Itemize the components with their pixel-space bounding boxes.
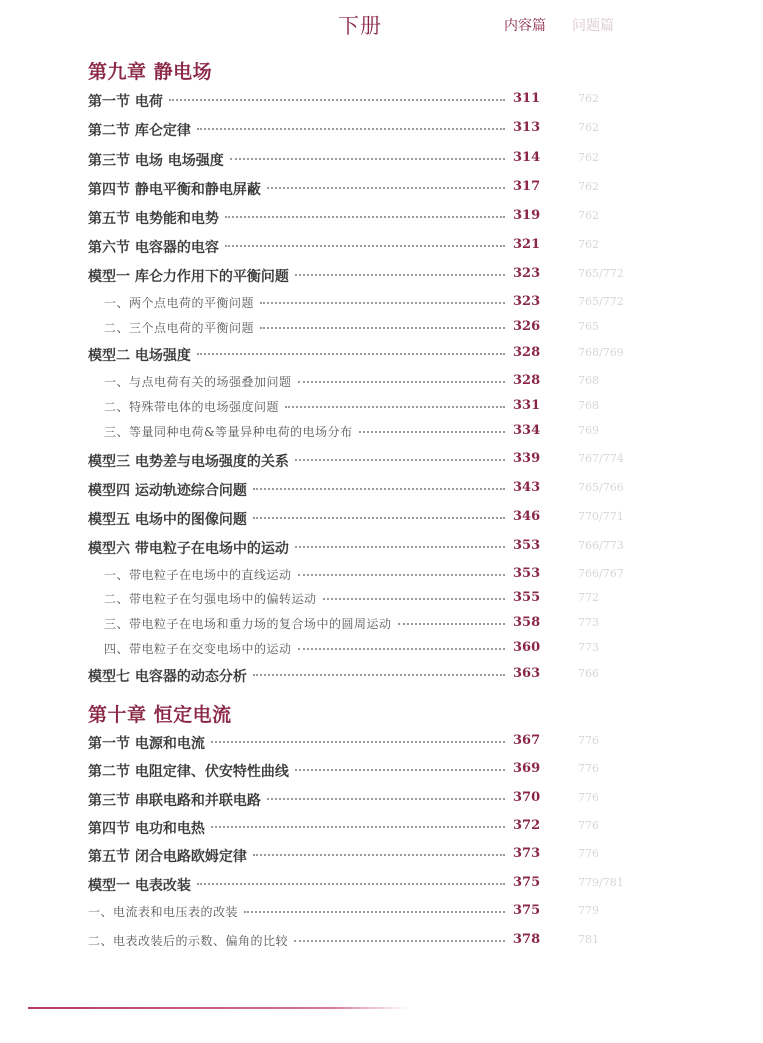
- toc-entry[interactable]: [88, 932, 623, 954]
- dot-leader: [285, 406, 505, 408]
- dot-leader: [267, 798, 505, 800]
- toc-entry-title: 第一节 电源和电流: [88, 736, 205, 752]
- toc-page-number[interactable]: 314: [513, 150, 541, 165]
- toc-entry[interactable]: [88, 266, 623, 288]
- dot-leader: [169, 99, 505, 101]
- dot-leader: [230, 158, 505, 160]
- toc-question-page-number[interactable]: 762: [578, 209, 599, 222]
- toc-entry-title: 第二节 电阻定律、伏安特性曲线: [88, 764, 289, 780]
- dot-leader: [260, 302, 505, 304]
- toc-question-page-number[interactable]: 770/771: [578, 510, 624, 523]
- toc-question-page-number[interactable]: 767/774: [578, 452, 624, 465]
- toc-entry[interactable]: [88, 846, 623, 868]
- toc-entry[interactable]: [88, 237, 623, 259]
- toc-entry[interactable]: [88, 208, 623, 230]
- toc-page-number[interactable]: 323: [513, 294, 541, 309]
- dot-leader: [197, 353, 505, 355]
- toc-page-number[interactable]: 375: [513, 903, 541, 918]
- toc-page-number[interactable]: 334: [513, 423, 541, 438]
- toc-entry-title: 第三节 串联电路和并联电路: [88, 793, 261, 809]
- toc-entry-title: 模型七 电容器的动态分析: [88, 669, 247, 685]
- toc-entry-title: 模型二 电场强度: [88, 348, 191, 364]
- chapter-title[interactable]: 第十章 恒定电流: [88, 704, 232, 726]
- toc-question-page-number[interactable]: 776: [578, 791, 599, 804]
- toc-entry[interactable]: [88, 373, 623, 395]
- toc-page-number[interactable]: 373: [513, 846, 541, 861]
- toc-question-page-number[interactable]: 781: [578, 933, 599, 946]
- toc-entry-title: 二、三个点电荷的平衡问题: [104, 321, 255, 335]
- toc-entry-title: 模型六 带电粒子在电场中的运动: [88, 541, 289, 557]
- footer-divider: [28, 1007, 408, 1009]
- toc-entry-title: 模型三 电势差与电场强度的关系: [88, 454, 289, 470]
- toc-entry[interactable]: [88, 91, 623, 113]
- toc-entry-title: 第四节 静电平衡和静电屏蔽: [88, 182, 261, 198]
- toc-entry-title: 一、与点电荷有关的场强叠加问题: [104, 375, 292, 389]
- dot-leader: [298, 648, 505, 650]
- toc-entry-title: 模型一 电表改装: [88, 878, 191, 894]
- toc-entry[interactable]: [88, 615, 623, 637]
- toc-entry[interactable]: [88, 903, 623, 925]
- toc-entry[interactable]: [88, 590, 623, 612]
- dot-leader: [197, 128, 505, 130]
- toc-entry-title: 第六节 电容器的电容: [88, 240, 219, 256]
- dot-leader: [211, 741, 505, 743]
- toc-question-page-number[interactable]: 766: [578, 667, 599, 680]
- toc-entry[interactable]: [88, 345, 623, 367]
- toc-entry-title: 模型一 库仑力作用下的平衡问题: [88, 269, 289, 285]
- toc-entry[interactable]: [88, 150, 623, 172]
- toc-page-number[interactable]: 375: [513, 875, 541, 890]
- toc-question-page-number[interactable]: 776: [578, 847, 599, 860]
- toc-question-page-number[interactable]: 765/772: [578, 295, 624, 308]
- dot-leader: [253, 674, 505, 676]
- toc-entry[interactable]: [88, 666, 623, 688]
- toc-entry-title: 二、带电粒子在匀强电场中的偏转运动: [104, 592, 317, 606]
- toc-entry[interactable]: [88, 761, 623, 783]
- toc-question-page-number[interactable]: 768: [578, 399, 599, 412]
- toc-entry-title: 第二节 库仑定律: [88, 123, 191, 139]
- toc-question-page-number[interactable]: 762: [578, 121, 599, 134]
- toc-entry-title: 第一节 电荷: [88, 94, 163, 110]
- toc-question-page-number[interactable]: 776: [578, 734, 599, 747]
- toc-entry[interactable]: [88, 294, 623, 316]
- toc-entry[interactable]: [88, 480, 623, 502]
- toc-question-page-number[interactable]: 766/773: [578, 539, 624, 552]
- toc-entry-title: 第四节 电功和电热: [88, 821, 205, 837]
- toc-question-page-number[interactable]: 762: [578, 180, 599, 193]
- toc-page-number[interactable]: 358: [513, 615, 541, 630]
- toc-entry[interactable]: [88, 538, 623, 560]
- dot-leader: [295, 546, 505, 548]
- toc-entry[interactable]: [88, 640, 623, 662]
- toc-entry-title: 三、等量同种电荷&等量异种电荷的电场分布: [104, 425, 353, 439]
- toc-entry[interactable]: [88, 120, 623, 142]
- dot-leader: [295, 459, 505, 461]
- toc-entry[interactable]: [88, 319, 623, 341]
- toc-page-number[interactable]: 313: [513, 120, 541, 135]
- toc-page-number[interactable]: 363: [513, 666, 541, 681]
- dot-leader: [225, 245, 505, 247]
- toc-page-number[interactable]: 339: [513, 451, 541, 466]
- toc-question-page-number[interactable]: 762: [578, 238, 599, 251]
- toc-question-page-number[interactable]: 768/769: [578, 346, 624, 359]
- toc-page-number[interactable]: 319: [513, 208, 541, 223]
- toc-entry[interactable]: [88, 423, 623, 445]
- dot-leader: [225, 216, 505, 218]
- dot-leader: [260, 327, 505, 329]
- toc-entry[interactable]: [88, 875, 623, 897]
- toc-page-number[interactable]: 355: [513, 590, 541, 605]
- dot-leader: [253, 854, 505, 856]
- toc-page-number[interactable]: 346: [513, 509, 541, 524]
- toc-page-number[interactable]: 353: [513, 566, 541, 581]
- toc-entry[interactable]: [88, 398, 623, 420]
- toc-page-number[interactable]: 321: [513, 237, 541, 252]
- toc-question-page-number[interactable]: 772: [578, 591, 599, 604]
- chapter-title[interactable]: 第九章 静电场: [88, 61, 213, 83]
- dot-leader: [244, 911, 505, 913]
- toc-page-number[interactable]: 369: [513, 761, 541, 776]
- toc-entry-title: 四、带电粒子在交变电场中的运动: [104, 642, 292, 656]
- dot-leader: [359, 431, 505, 433]
- toc-page-number[interactable]: 370: [513, 790, 541, 805]
- toc-entry-title: 二、特殊带电体的电场强度问题: [104, 400, 280, 414]
- toc-page-number[interactable]: 372: [513, 818, 541, 833]
- toc-page-number[interactable]: 328: [513, 373, 541, 388]
- toc-page-number[interactable]: 311: [513, 91, 541, 106]
- toc-entry-title: 一、带电粒子在电场中的直线运动: [104, 568, 292, 582]
- toc-page-number[interactable]: 323: [513, 266, 541, 281]
- dot-leader: [323, 598, 505, 600]
- toc-page-number[interactable]: 326: [513, 319, 541, 334]
- dot-leader: [267, 187, 505, 189]
- toc-question-page-number[interactable]: 765/772: [578, 267, 624, 280]
- tab-content-section[interactable]: 内容篇: [504, 18, 546, 34]
- tab-questions-section[interactable]: 问题篇: [572, 18, 614, 34]
- toc-page-number[interactable]: 353: [513, 538, 541, 553]
- dot-leader: [295, 769, 505, 771]
- dot-leader: [253, 488, 505, 490]
- toc-entry[interactable]: [88, 733, 623, 755]
- toc-page-number[interactable]: 328: [513, 345, 541, 360]
- toc-entry[interactable]: [88, 509, 623, 531]
- toc-entry-title: 三、带电粒子在电场和重力场的复合场中的圆周运动: [104, 617, 392, 631]
- toc-question-page-number[interactable]: 776: [578, 819, 599, 832]
- toc-question-page-number[interactable]: 768: [578, 374, 599, 387]
- toc-page-number[interactable]: 317: [513, 179, 541, 194]
- toc-page-number[interactable]: 367: [513, 733, 541, 748]
- toc-question-page-number[interactable]: 765/766: [578, 481, 624, 494]
- toc-question-page-number[interactable]: 779/781: [578, 876, 624, 889]
- toc-entry-title: 第五节 电势能和电势: [88, 211, 219, 227]
- toc-question-page-number[interactable]: 769: [578, 424, 599, 437]
- toc-entry-title: 一、两个点电荷的平衡问题: [104, 296, 255, 310]
- toc-entry[interactable]: [88, 566, 623, 588]
- dot-leader: [211, 826, 505, 828]
- page-header: [0, 10, 763, 40]
- dot-leader: [295, 274, 505, 276]
- toc-entry-title: 二、电表改装后的示数、偏角的比较: [88, 934, 289, 948]
- dot-leader: [298, 381, 505, 383]
- toc-page-number[interactable]: 343: [513, 480, 541, 495]
- toc-entry-title: 模型四 运动轨迹综合问题: [88, 483, 247, 499]
- toc-question-page-number[interactable]: 766/767: [578, 567, 624, 580]
- toc-question-page-number[interactable]: 773: [578, 616, 599, 629]
- toc-question-page-number[interactable]: 776: [578, 762, 599, 775]
- toc-page-number[interactable]: 378: [513, 932, 541, 947]
- toc-entry[interactable]: [88, 451, 623, 473]
- dot-leader: [298, 574, 505, 576]
- toc-entry[interactable]: [88, 790, 623, 812]
- toc-page-number[interactable]: 360: [513, 640, 541, 655]
- volume-title: 下册: [338, 14, 382, 38]
- dot-leader: [294, 940, 505, 942]
- dot-leader: [253, 517, 505, 519]
- toc-entry-title: 第三节 电场 电场强度: [88, 153, 224, 169]
- toc-entry-title: 第五节 闭合电路欧姆定律: [88, 849, 247, 865]
- dot-leader: [398, 623, 505, 625]
- toc-question-page-number[interactable]: 765: [578, 320, 599, 333]
- toc-question-page-number[interactable]: 773: [578, 641, 599, 654]
- toc-entry-title: 模型五 电场中的图像问题: [88, 512, 247, 528]
- dot-leader: [197, 883, 505, 885]
- toc-entry[interactable]: [88, 179, 623, 201]
- toc-question-page-number[interactable]: 762: [578, 92, 599, 105]
- toc-question-page-number[interactable]: 779: [578, 904, 599, 917]
- toc-entry[interactable]: [88, 818, 623, 840]
- toc-question-page-number[interactable]: 762: [578, 151, 599, 164]
- toc-entry-title: 一、电流表和电压表的改装: [88, 905, 239, 919]
- toc-page-number[interactable]: 331: [513, 398, 541, 413]
